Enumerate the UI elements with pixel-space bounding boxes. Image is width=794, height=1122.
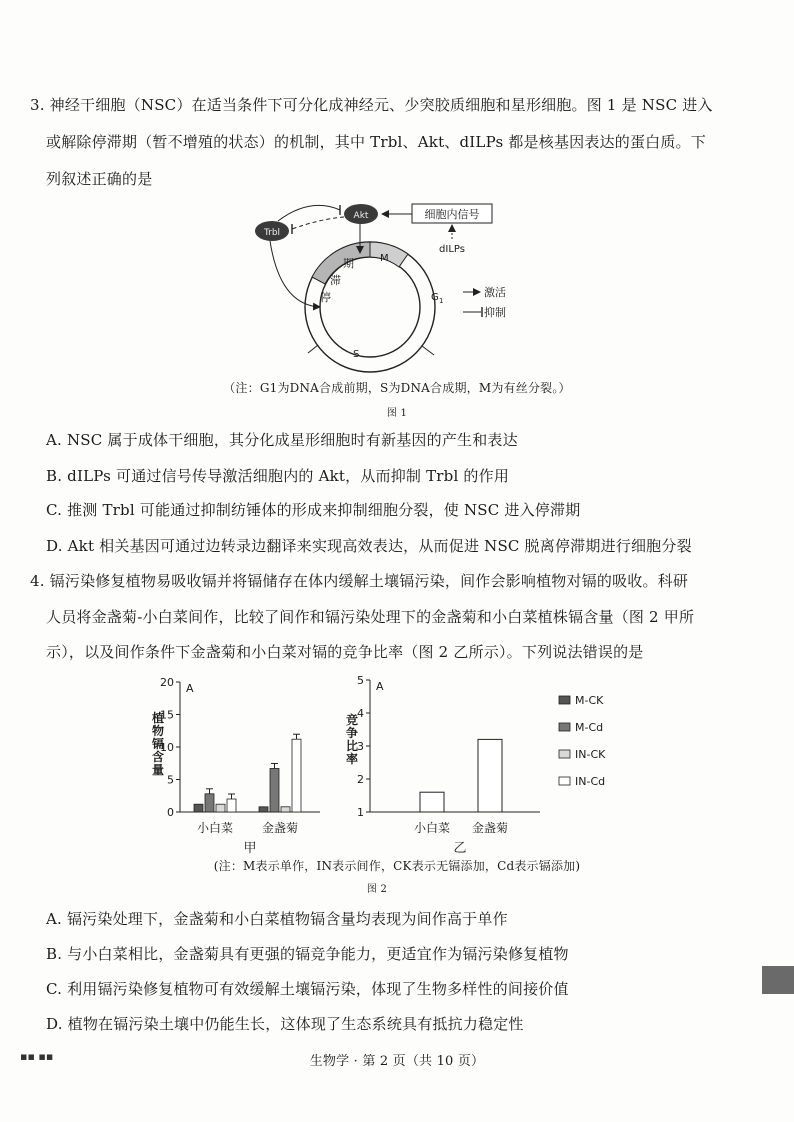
chart-yi-subtitle: 乙	[453, 841, 467, 856]
stall-phase-segment	[312, 242, 370, 284]
legend-label-IN-CK: IN-CK	[575, 748, 606, 761]
bar-IN-Cd-小白菜	[227, 799, 236, 812]
legend-swatch-IN-CK	[559, 750, 570, 758]
bar-IN-CK-金盏菊	[281, 807, 290, 812]
bar-IN-Cd-金盏菊	[292, 739, 301, 812]
figure-1-diagram	[240, 195, 540, 375]
g1-label: G	[431, 292, 439, 303]
q3-option-c: C. 推测 Trbl 可能通过抑制纺锤体的形成来抑制细胞分裂，使 NSC 进入停滞期	[46, 501, 581, 519]
legend-activate-label: 激活	[484, 286, 506, 299]
figure-2-note: (注：M表示单作，IN表示间作，CK表示无镉添加，Cd表示镉添加)	[213, 859, 581, 873]
chart-yi-ylabel-char: 竞	[345, 713, 359, 727]
chart-yi-ytick-label: 3	[357, 740, 364, 753]
chart-jia-ylabel-char: 镉	[151, 737, 165, 751]
legend-swatch-M-CK	[559, 696, 570, 704]
legend-label-IN-Cd: IN-Cd	[575, 775, 606, 788]
intracellular-signal-label: 细胞内信号	[424, 208, 480, 221]
chart-jia-ylabel-char: 物	[151, 724, 165, 738]
figure-2-legend	[555, 690, 645, 800]
m-label: M	[380, 253, 389, 264]
q4-stem-line-1: 4. 镉污染修复植物易吸收镉并将镉储存在体内缓解土壤镉污染，间作会影响植物对镉的吸收。科研	[30, 572, 689, 590]
chart-jia-ytick-label: 5	[167, 773, 174, 787]
stall-char-2: 滞	[330, 274, 341, 287]
chart-jia-category-label: 小白菜	[196, 821, 234, 835]
chart-jia-ytick-label: 0	[167, 806, 174, 819]
page-footer: 生物学 · 第 2 页（共 10 页）	[309, 1054, 485, 1069]
chart-jia-ylabel-char: 植	[151, 711, 165, 725]
chart-jia-panel-label: A	[186, 682, 194, 695]
chart-yi-ytick-label: 5	[357, 674, 364, 687]
bar-M-CK-小白菜	[194, 804, 203, 812]
stall-char-3: 停	[320, 291, 331, 304]
legend-label-M-Cd: M-Cd	[575, 721, 604, 734]
m-phase-segment	[370, 242, 408, 267]
chart-jia	[140, 672, 340, 862]
chart-yi-ylabel-char: 率	[345, 752, 359, 766]
legend-inhibit-label: 抑制	[484, 306, 506, 319]
q4-stem-line-2: 人员将金盏菊-小白菜间作，比较了间作和镉污染处理下的金盏菊和小白菜植株镉含量（图 2 甲所	[46, 608, 695, 626]
bar-金盏菊	[478, 739, 502, 812]
trbl-label: Trbl	[263, 228, 281, 238]
chart-yi-ytick-label: 1	[357, 806, 364, 819]
q4-option-c: C. 利用镉污染修复植物可有效缓解土壤镉污染，体现了生物多样性的间接价值	[46, 980, 569, 998]
bar-M-Cd-小白菜	[205, 794, 214, 812]
q3-stem-line-3: 列叙述正确的是	[46, 170, 153, 188]
dilps-label: dILPs	[439, 244, 465, 255]
q4-option-d: D. 植物在镉污染土壤中仍能生长，这体现了生态系统具有抵抗力稳定性	[46, 1015, 524, 1033]
q4-option-b: B. 与小白菜相比，金盏菊具有更强的镉竞争能力，更适宜作为镉污染修复植物	[46, 945, 569, 963]
legend-label-M-CK: M-CK	[575, 694, 604, 707]
s-label: S	[353, 349, 360, 360]
legend-swatch-IN-Cd	[559, 777, 570, 785]
chart-yi-panel-label: A	[376, 680, 384, 693]
q4-stem-line-3: 示），以及间作条件下金盏菊和小白菜对镉的竞争比率（图 2 乙所示）。下列说法错误的是	[46, 643, 644, 661]
chart-yi-ylabel-char: 比	[345, 739, 359, 753]
chart-jia-ytick-label: 10	[160, 741, 174, 754]
akt-label: Akt	[353, 211, 369, 221]
q3-stem-line-1: 3. 神经干细胞（NSC）在适当条件下可分化成神经元、少突胶质细胞和星形细胞。图 1 是 NSC 进入	[30, 96, 713, 114]
chart-jia-subtitle: 甲	[243, 841, 257, 856]
q3-option-b: B. dILPs 可通过信号传导激活细胞内的 Akt，从而抑制 Trbl 的作用	[46, 467, 510, 485]
figure-2-caption: 图 2	[366, 884, 388, 895]
figure-1-note: （注：G1为DNA合成前期，S为DNA合成期，M为有丝分裂。）	[223, 381, 571, 395]
chart-jia-ylabel-char: 含	[151, 750, 165, 764]
chart-yi-ytick-label: 4	[357, 707, 364, 720]
chart-yi-ylabel-char: 争	[345, 726, 359, 740]
chart-yi-ytick-label: 2	[357, 773, 364, 786]
q3-stem-line-2: 或解除停滞期（暂不增殖的状态）的机制，其中 Trbl、Akt、dILPs 都是核基因表达的蛋白质。下	[46, 133, 706, 151]
g1-subscript: 1	[439, 297, 444, 305]
bar-M-Cd-金盏菊	[270, 768, 279, 812]
chart-yi-category-label: 小白菜	[413, 821, 451, 835]
chart-jia-ytick-label: 15	[160, 708, 174, 722]
q3-option-d: D. Akt 相关基因可通过边转录边翻译来实现高效表达，从而促进 NSC 脱离停滞期进行细胞分裂	[46, 537, 692, 555]
chart-jia-ylabel-char: 量	[151, 763, 165, 777]
chart-jia-ytick-label: 20	[160, 676, 174, 689]
figure-1-caption: 图 1	[386, 408, 408, 419]
bar-M-CK-金盏菊	[259, 807, 268, 812]
edge-tab-mark	[762, 966, 794, 994]
chart-jia-category-label: 金盏菊	[261, 821, 299, 835]
chart-yi-category-label: 金盏菊	[471, 821, 509, 835]
scan-marks: ▪▪ ▪▪	[20, 1050, 54, 1063]
bar-小白菜	[420, 792, 444, 812]
legend-swatch-M-Cd	[559, 723, 570, 731]
chart-yi	[340, 672, 550, 862]
q4-option-a: A. 镉污染处理下，金盏菊和小白菜植物镉含量均表现为间作高于单作	[46, 910, 508, 928]
q3-option-a: A. NSC 属于成体干细胞，其分化成星形细胞时有新基因的产生和表达	[46, 431, 518, 449]
bar-IN-CK-小白菜	[216, 804, 225, 812]
stall-char-1: 期	[343, 257, 354, 270]
